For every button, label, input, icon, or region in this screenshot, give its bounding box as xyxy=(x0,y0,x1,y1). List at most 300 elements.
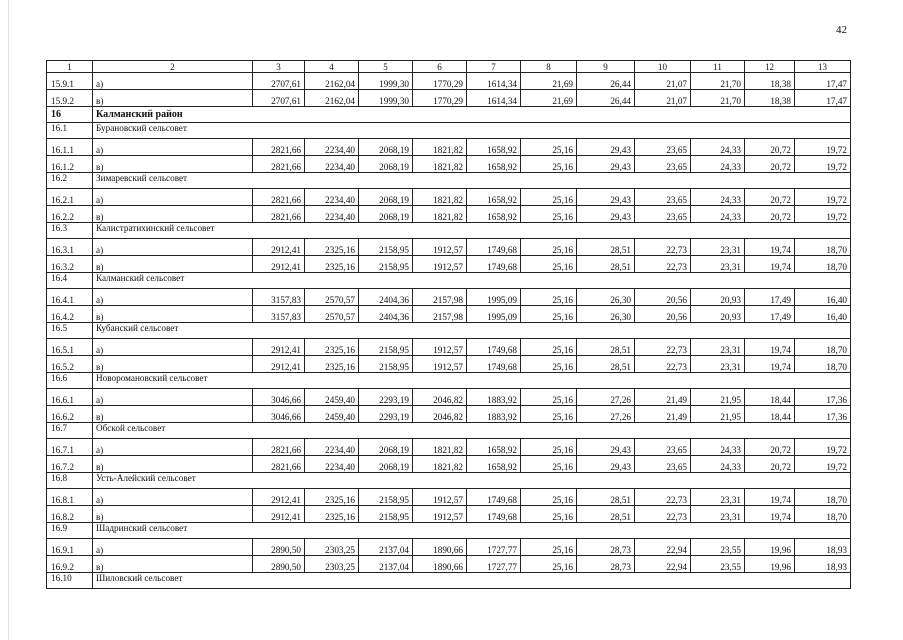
table-row xyxy=(47,389,851,406)
value-cell: 1912,57 xyxy=(413,356,467,373)
value-cell: 1821,82 xyxy=(413,139,467,156)
value-cell: 2046,82 xyxy=(413,389,467,406)
value-cell: 23,31 xyxy=(691,489,745,506)
value-cell: 20,72 xyxy=(745,439,795,456)
value-cell: 18,93 xyxy=(795,539,851,556)
value-cell: 25,16 xyxy=(521,489,577,506)
value-cell: 16,40 xyxy=(795,306,851,323)
column-number-cell: 9 xyxy=(577,61,635,73)
row-code: 16.3 xyxy=(47,223,93,239)
table-row xyxy=(47,339,851,356)
column-number-cell: 12 xyxy=(745,61,795,73)
value-cell: 1883,92 xyxy=(467,389,521,406)
value-cell: 1912,57 xyxy=(413,239,467,256)
value-cell: 2570,57 xyxy=(305,306,359,323)
value-cell: 17,49 xyxy=(745,306,795,323)
section-heading-row xyxy=(47,223,851,239)
row-code: 16.6.1 xyxy=(47,389,93,406)
value-cell: 1890,66 xyxy=(413,556,467,573)
value-cell: 25,16 xyxy=(521,206,577,223)
value-cell: 1749,68 xyxy=(467,506,521,523)
value-cell: 28,51 xyxy=(577,356,635,373)
value-cell: 19,74 xyxy=(745,356,795,373)
value-cell: 3046,66 xyxy=(253,389,305,406)
section-name: Кубанский сельсовет xyxy=(93,323,851,339)
table-row xyxy=(47,506,851,523)
value-cell: 1749,68 xyxy=(467,489,521,506)
value-cell: 18,70 xyxy=(795,356,851,373)
value-cell: 2325,16 xyxy=(305,506,359,523)
value-cell: 2821,66 xyxy=(253,156,305,173)
value-cell: 2821,66 xyxy=(253,206,305,223)
row-subitem-label: в) xyxy=(93,206,253,223)
value-cell: 25,16 xyxy=(521,339,577,356)
value-cell: 18,70 xyxy=(795,239,851,256)
row-code: 16.5 xyxy=(47,323,93,339)
row-subitem-label: а) xyxy=(93,73,253,90)
row-code: 16.5.1 xyxy=(47,339,93,356)
value-cell: 3157,83 xyxy=(253,289,305,306)
value-cell: 18,38 xyxy=(745,73,795,90)
value-cell: 1658,92 xyxy=(467,139,521,156)
row-subitem-label: в) xyxy=(93,156,253,173)
value-cell: 17,47 xyxy=(795,90,851,107)
value-cell: 2046,82 xyxy=(413,406,467,423)
row-code: 16.3.2 xyxy=(47,256,93,273)
value-cell: 25,16 xyxy=(521,556,577,573)
value-cell: 23,55 xyxy=(691,539,745,556)
value-cell: 21,95 xyxy=(691,389,745,406)
value-cell: 21,49 xyxy=(635,406,691,423)
value-cell: 2912,41 xyxy=(253,506,305,523)
row-code: 16.8 xyxy=(47,473,93,489)
value-cell: 2293,19 xyxy=(359,406,413,423)
row-subitem-label: в) xyxy=(93,556,253,573)
value-cell: 28,73 xyxy=(577,539,635,556)
value-cell: 2821,66 xyxy=(253,439,305,456)
value-cell: 1770,29 xyxy=(413,90,467,107)
value-cell: 19,96 xyxy=(745,556,795,573)
value-cell: 19,74 xyxy=(745,506,795,523)
value-cell: 1727,77 xyxy=(467,556,521,573)
value-cell: 24,33 xyxy=(691,456,745,473)
value-cell: 23,65 xyxy=(635,439,691,456)
value-cell: 27,26 xyxy=(577,389,635,406)
table-row xyxy=(47,356,851,373)
section-name: Бурановский сельсовет xyxy=(93,123,851,139)
value-cell: 21,69 xyxy=(521,90,577,107)
value-cell: 2068,19 xyxy=(359,189,413,206)
value-cell: 24,33 xyxy=(691,206,745,223)
value-cell: 1658,92 xyxy=(467,456,521,473)
value-cell: 2325,16 xyxy=(305,339,359,356)
value-cell: 1999,30 xyxy=(359,73,413,90)
row-subitem-label: а) xyxy=(93,539,253,556)
value-cell: 2137,04 xyxy=(359,556,413,573)
value-cell: 1821,82 xyxy=(413,439,467,456)
value-cell: 1890,66 xyxy=(413,539,467,556)
row-code: 16.4.2 xyxy=(47,306,93,323)
value-cell: 18,38 xyxy=(745,90,795,107)
value-cell: 29,43 xyxy=(577,456,635,473)
value-cell: 1821,82 xyxy=(413,156,467,173)
row-code: 16.6 xyxy=(47,373,93,389)
section-heading-row xyxy=(47,523,851,539)
value-cell: 22,94 xyxy=(635,556,691,573)
value-cell: 1614,34 xyxy=(467,90,521,107)
value-cell: 21,70 xyxy=(691,73,745,90)
value-cell: 18,44 xyxy=(745,389,795,406)
row-code: 16 xyxy=(47,107,93,123)
value-cell: 2293,19 xyxy=(359,389,413,406)
column-number-cell: 11 xyxy=(691,61,745,73)
value-cell: 29,43 xyxy=(577,206,635,223)
value-cell: 25,16 xyxy=(521,506,577,523)
column-number-cell: 4 xyxy=(305,61,359,73)
value-cell: 21,49 xyxy=(635,389,691,406)
value-cell: 22,73 xyxy=(635,239,691,256)
value-cell: 2137,04 xyxy=(359,539,413,556)
value-cell: 2912,41 xyxy=(253,489,305,506)
district-heading-row xyxy=(47,107,851,123)
section-name: Шиловский сельсовет xyxy=(93,573,851,589)
value-cell: 2890,50 xyxy=(253,539,305,556)
value-cell: 2068,19 xyxy=(359,439,413,456)
table-row xyxy=(47,256,851,273)
value-cell: 1658,92 xyxy=(467,189,521,206)
value-cell: 26,44 xyxy=(577,73,635,90)
value-cell: 2912,41 xyxy=(253,356,305,373)
value-cell: 25,16 xyxy=(521,256,577,273)
tariff-table xyxy=(46,60,851,589)
value-cell: 1912,57 xyxy=(413,256,467,273)
value-cell: 2325,16 xyxy=(305,489,359,506)
value-cell: 18,70 xyxy=(795,506,851,523)
value-cell: 22,73 xyxy=(635,356,691,373)
value-cell: 25,16 xyxy=(521,156,577,173)
value-cell: 1749,68 xyxy=(467,239,521,256)
value-cell: 23,65 xyxy=(635,206,691,223)
value-cell: 1749,68 xyxy=(467,339,521,356)
value-cell: 28,51 xyxy=(577,489,635,506)
value-cell: 17,49 xyxy=(745,289,795,306)
row-code: 16.9 xyxy=(47,523,93,539)
value-cell: 21,69 xyxy=(521,73,577,90)
value-cell: 2303,25 xyxy=(305,539,359,556)
section-heading-row xyxy=(47,473,851,489)
value-cell: 23,65 xyxy=(635,156,691,173)
row-code: 16.9.1 xyxy=(47,539,93,556)
section-name: Зимаревский сельсовет xyxy=(93,173,851,189)
value-cell: 19,74 xyxy=(745,339,795,356)
row-subitem-label: а) xyxy=(93,439,253,456)
row-code: 16.6.2 xyxy=(47,406,93,423)
value-cell: 25,16 xyxy=(521,539,577,556)
value-cell: 25,16 xyxy=(521,139,577,156)
section-heading-row xyxy=(47,323,851,339)
value-cell: 23,65 xyxy=(635,456,691,473)
row-subitem-label: в) xyxy=(93,256,253,273)
value-cell: 2234,40 xyxy=(305,139,359,156)
column-number-cell: 2 xyxy=(93,61,253,73)
value-cell: 19,72 xyxy=(795,206,851,223)
value-cell: 26,30 xyxy=(577,289,635,306)
table-row xyxy=(47,406,851,423)
section-name: Калманский сельсовет xyxy=(93,273,851,289)
value-cell: 2325,16 xyxy=(305,256,359,273)
section-heading-row xyxy=(47,373,851,389)
table-row xyxy=(47,239,851,256)
value-cell: 1821,82 xyxy=(413,189,467,206)
value-cell: 23,31 xyxy=(691,239,745,256)
value-cell: 2890,50 xyxy=(253,556,305,573)
row-code: 16.9.2 xyxy=(47,556,93,573)
value-cell: 1727,77 xyxy=(467,539,521,556)
row-subitem-label: а) xyxy=(93,339,253,356)
value-cell: 25,16 xyxy=(521,306,577,323)
column-number-cell: 7 xyxy=(467,61,521,73)
row-code: 16.7.2 xyxy=(47,456,93,473)
table-row xyxy=(47,439,851,456)
value-cell: 18,93 xyxy=(795,556,851,573)
value-cell: 2303,25 xyxy=(305,556,359,573)
value-cell: 1995,09 xyxy=(467,306,521,323)
value-cell: 19,74 xyxy=(745,239,795,256)
value-cell: 2325,16 xyxy=(305,239,359,256)
value-cell: 24,33 xyxy=(691,189,745,206)
value-cell: 29,43 xyxy=(577,156,635,173)
column-number-cell: 1 xyxy=(47,61,93,73)
value-cell: 29,43 xyxy=(577,139,635,156)
value-cell: 21,95 xyxy=(691,406,745,423)
row-code: 16.7 xyxy=(47,423,93,439)
table-row xyxy=(47,73,851,90)
row-code: 16.2.2 xyxy=(47,206,93,223)
value-cell: 28,51 xyxy=(577,256,635,273)
value-cell: 1995,09 xyxy=(467,289,521,306)
value-cell: 25,16 xyxy=(521,389,577,406)
value-cell: 2404,36 xyxy=(359,306,413,323)
value-cell: 28,51 xyxy=(577,339,635,356)
row-code: 16.4.1 xyxy=(47,289,93,306)
value-cell: 3046,66 xyxy=(253,406,305,423)
row-code: 16.7.1 xyxy=(47,439,93,456)
row-code: 16.8.1 xyxy=(47,489,93,506)
section-heading-row xyxy=(47,173,851,189)
value-cell: 21,07 xyxy=(635,73,691,90)
value-cell: 22,73 xyxy=(635,256,691,273)
table-row xyxy=(47,556,851,573)
value-cell: 3157,83 xyxy=(253,306,305,323)
value-cell: 2912,41 xyxy=(253,339,305,356)
value-cell: 21,70 xyxy=(691,90,745,107)
value-cell: 25,16 xyxy=(521,239,577,256)
value-cell: 2234,40 xyxy=(305,456,359,473)
row-code: 16.1.2 xyxy=(47,156,93,173)
value-cell: 20,72 xyxy=(745,456,795,473)
value-cell: 2570,57 xyxy=(305,289,359,306)
value-cell: 2325,16 xyxy=(305,356,359,373)
value-cell: 2162,04 xyxy=(305,73,359,90)
row-code: 16.4 xyxy=(47,273,93,289)
row-code: 16.8.2 xyxy=(47,506,93,523)
row-subitem-label: в) xyxy=(93,306,253,323)
row-subitem-label: а) xyxy=(93,389,253,406)
value-cell: 2157,98 xyxy=(413,289,467,306)
value-cell: 29,43 xyxy=(577,189,635,206)
page-number: 42 xyxy=(836,24,847,36)
row-subitem-label: а) xyxy=(93,139,253,156)
table-row xyxy=(47,289,851,306)
value-cell: 2068,19 xyxy=(359,156,413,173)
section-name: Новоромановский сельсовет xyxy=(93,373,851,389)
table-row xyxy=(47,456,851,473)
table-row xyxy=(47,189,851,206)
value-cell: 18,44 xyxy=(745,406,795,423)
value-cell: 24,33 xyxy=(691,156,745,173)
value-cell: 2459,40 xyxy=(305,406,359,423)
value-cell: 1999,30 xyxy=(359,90,413,107)
row-code: 15.9.2 xyxy=(47,90,93,107)
value-cell: 21,07 xyxy=(635,90,691,107)
value-cell: 22,73 xyxy=(635,506,691,523)
value-cell: 1658,92 xyxy=(467,156,521,173)
value-cell: 2234,40 xyxy=(305,439,359,456)
row-code: 16.2 xyxy=(47,173,93,189)
value-cell: 20,93 xyxy=(691,306,745,323)
row-subitem-label: а) xyxy=(93,239,253,256)
value-cell: 25,16 xyxy=(521,189,577,206)
value-cell: 1821,82 xyxy=(413,456,467,473)
district-name: Калманский район xyxy=(93,107,851,123)
value-cell: 2162,04 xyxy=(305,90,359,107)
row-subitem-label: а) xyxy=(93,189,253,206)
table-body xyxy=(47,73,851,589)
value-cell: 17,36 xyxy=(795,406,851,423)
value-cell: 25,16 xyxy=(521,439,577,456)
value-cell: 2707,61 xyxy=(253,73,305,90)
value-cell: 20,56 xyxy=(635,306,691,323)
value-cell: 2821,66 xyxy=(253,139,305,156)
value-cell: 23,31 xyxy=(691,256,745,273)
value-cell: 2068,19 xyxy=(359,139,413,156)
value-cell: 1749,68 xyxy=(467,356,521,373)
row-code: 15.9.1 xyxy=(47,73,93,90)
value-cell: 22,73 xyxy=(635,489,691,506)
table-row xyxy=(47,489,851,506)
section-heading-row xyxy=(47,423,851,439)
value-cell: 22,94 xyxy=(635,539,691,556)
value-cell: 2158,95 xyxy=(359,339,413,356)
value-cell: 28,73 xyxy=(577,556,635,573)
value-cell: 1658,92 xyxy=(467,206,521,223)
value-cell: 28,51 xyxy=(577,239,635,256)
value-cell: 20,93 xyxy=(691,289,745,306)
row-subitem-label: а) xyxy=(93,489,253,506)
value-cell: 2158,95 xyxy=(359,489,413,506)
section-name: Шадринский сельсовет xyxy=(93,523,851,539)
value-cell: 2912,41 xyxy=(253,256,305,273)
value-cell: 19,72 xyxy=(795,189,851,206)
value-cell: 2234,40 xyxy=(305,189,359,206)
column-number-cell: 8 xyxy=(521,61,577,73)
value-cell: 17,47 xyxy=(795,73,851,90)
row-subitem-label: в) xyxy=(93,356,253,373)
value-cell: 1883,92 xyxy=(467,406,521,423)
value-cell: 29,43 xyxy=(577,439,635,456)
value-cell: 2821,66 xyxy=(253,189,305,206)
row-code: 16.1 xyxy=(47,123,93,139)
value-cell: 18,70 xyxy=(795,256,851,273)
table-row xyxy=(47,156,851,173)
section-heading-row xyxy=(47,123,851,139)
value-cell: 2707,61 xyxy=(253,90,305,107)
row-subitem-label: в) xyxy=(93,506,253,523)
section-name: Усть-Алейский сельсовет xyxy=(93,473,851,489)
table-row xyxy=(47,206,851,223)
value-cell: 23,65 xyxy=(635,189,691,206)
row-code: 16.5.2 xyxy=(47,356,93,373)
table-row xyxy=(47,539,851,556)
value-cell: 1912,57 xyxy=(413,339,467,356)
value-cell: 25,16 xyxy=(521,406,577,423)
value-cell: 1749,68 xyxy=(467,256,521,273)
section-heading-row xyxy=(47,573,851,589)
column-number-cell: 13 xyxy=(795,61,851,73)
value-cell: 2158,95 xyxy=(359,356,413,373)
value-cell: 20,72 xyxy=(745,189,795,206)
value-cell: 19,72 xyxy=(795,139,851,156)
row-subitem-label: а) xyxy=(93,289,253,306)
value-cell: 23,31 xyxy=(691,356,745,373)
row-code: 16.1.1 xyxy=(47,139,93,156)
value-cell: 16,40 xyxy=(795,289,851,306)
value-cell: 2912,41 xyxy=(253,239,305,256)
value-cell: 2459,40 xyxy=(305,389,359,406)
table-row xyxy=(47,306,851,323)
value-cell: 20,72 xyxy=(745,206,795,223)
value-cell: 1770,29 xyxy=(413,73,467,90)
value-cell: 18,70 xyxy=(795,339,851,356)
value-cell: 23,31 xyxy=(691,339,745,356)
value-cell: 23,65 xyxy=(635,139,691,156)
row-subitem-label: в) xyxy=(93,90,253,107)
value-cell: 25,16 xyxy=(521,289,577,306)
value-cell: 1658,92 xyxy=(467,439,521,456)
value-cell: 20,72 xyxy=(745,139,795,156)
value-cell: 26,44 xyxy=(577,90,635,107)
value-cell: 22,73 xyxy=(635,339,691,356)
value-cell: 19,72 xyxy=(795,156,851,173)
value-cell: 2158,95 xyxy=(359,239,413,256)
value-cell: 19,96 xyxy=(745,539,795,556)
value-cell: 2158,95 xyxy=(359,256,413,273)
column-number-cell: 5 xyxy=(359,61,413,73)
row-subitem-label: в) xyxy=(93,406,253,423)
value-cell: 2821,66 xyxy=(253,456,305,473)
page-edge-line xyxy=(8,0,9,640)
value-cell: 2404,36 xyxy=(359,289,413,306)
value-cell: 25,16 xyxy=(521,356,577,373)
value-cell: 27,26 xyxy=(577,406,635,423)
value-cell: 20,56 xyxy=(635,289,691,306)
row-code: 16.10 xyxy=(47,573,93,589)
value-cell: 2068,19 xyxy=(359,456,413,473)
value-cell: 28,51 xyxy=(577,506,635,523)
value-cell: 23,31 xyxy=(691,506,745,523)
row-subitem-label: в) xyxy=(93,456,253,473)
section-name: Калистратихинский сельсовет xyxy=(93,223,851,239)
